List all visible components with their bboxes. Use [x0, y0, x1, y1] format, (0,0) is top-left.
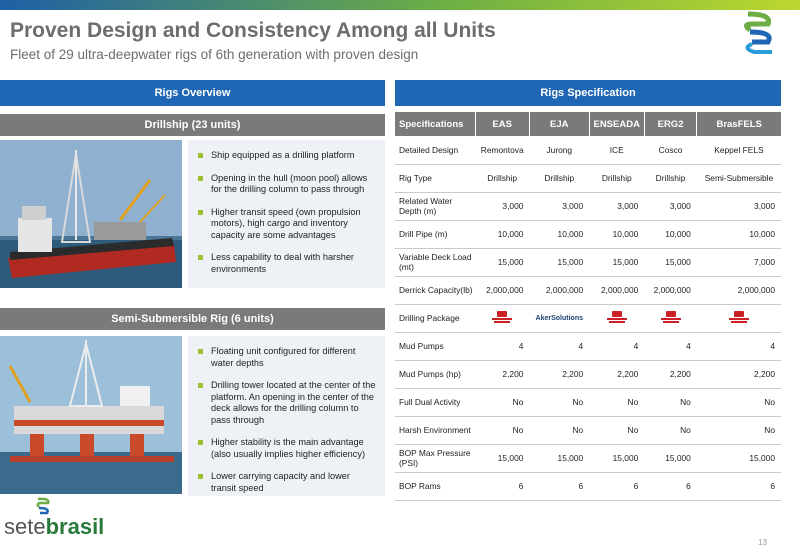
row-label: Rig Type	[395, 164, 475, 192]
row-label: Detailed Design	[395, 136, 475, 164]
table-cell: 2,200	[475, 360, 529, 388]
table-cell	[644, 304, 697, 332]
table-cell: 10,000	[589, 220, 644, 248]
table-cell: 4	[589, 332, 644, 360]
drillship-bullet: Ship equipped as a drilling platform	[198, 150, 377, 162]
table-cell: No	[475, 388, 529, 416]
table-cell: 2,200	[589, 360, 644, 388]
table-cell: Keppel FELS	[697, 136, 781, 164]
table-cell: 15,000	[475, 444, 529, 472]
table-cell: 10,000	[697, 220, 781, 248]
table-cell: 10,000	[475, 220, 529, 248]
table-header-row	[395, 112, 781, 136]
semisub-bullet: Drilling tower located at the center of the platform. An opening in the center of the deck allows for the drilling column to pass through	[198, 380, 377, 426]
table-cell: 6	[475, 472, 529, 500]
table-cell	[589, 304, 644, 332]
table-cell: 7,000	[697, 248, 781, 276]
table-cell: 15,000	[644, 248, 697, 276]
row-label: Full Dual Activity	[395, 388, 475, 416]
table-cell: 3,000	[529, 192, 589, 220]
row-label: BOP Max Pressure (PSI)	[395, 444, 475, 472]
table-cell: Semi-Submersible	[697, 164, 781, 192]
table-cell: 4	[475, 332, 529, 360]
nov-logo-icon	[605, 311, 629, 325]
table-row	[395, 360, 781, 388]
table-cell: No	[529, 388, 589, 416]
table-cell: 4	[697, 332, 781, 360]
table-cell: 6	[697, 472, 781, 500]
row-label: Drill Pipe (m)	[395, 220, 475, 248]
page-number: 13	[758, 538, 767, 547]
table-row	[395, 304, 781, 332]
drillship-bullet: Less capability to deal with harsher environments	[198, 252, 377, 275]
table-cell	[529, 304, 589, 332]
table-cell: 2,200	[529, 360, 589, 388]
table-cell: 2,200	[697, 360, 781, 388]
table-cell: Drillship	[589, 164, 644, 192]
row-label: BOP Rams	[395, 472, 475, 500]
table-cell: Drillship	[529, 164, 589, 192]
rigs-overview-header: Rigs Overview	[0, 80, 385, 106]
table-row	[395, 444, 781, 472]
row-label: Mud Pumps	[395, 332, 475, 360]
table-cell: 6	[529, 472, 589, 500]
column-header: BrasFELS	[697, 112, 781, 136]
row-label: Mud Pumps (hp)	[395, 360, 475, 388]
drillship-bullet: Higher transit speed (own propulsion motors), high cargo and inventory capacity are some advantages	[198, 207, 377, 242]
table-cell: 15,000	[644, 444, 697, 472]
semisub-bullet: Lower carrying capacity and lower transit speed	[198, 471, 377, 494]
brand-wordmark: setebrasil	[4, 514, 105, 539]
table-cell: 15,000	[589, 248, 644, 276]
table-row	[395, 276, 781, 304]
table-cell: No	[589, 416, 644, 444]
table-cell: 2,000,000	[644, 276, 697, 304]
row-label: Drilling Package	[395, 304, 475, 332]
table-cell: Remontova	[475, 136, 529, 164]
table-cell	[697, 304, 781, 332]
row-label: Variable Deck Load (mt)	[395, 248, 475, 276]
column-header: ERG2	[644, 112, 697, 136]
table-cell: 2,200	[644, 360, 697, 388]
nov-logo-icon	[727, 311, 751, 325]
table-cell: No	[589, 388, 644, 416]
setebrasil-logo-icon	[744, 10, 776, 56]
semisub-photo	[0, 336, 182, 494]
row-label: Harsh Environment	[395, 416, 475, 444]
table-cell: 6	[644, 472, 697, 500]
brand-mark-icon	[36, 496, 52, 516]
table-cell: No	[644, 388, 697, 416]
table-row	[395, 388, 781, 416]
drillship-bullets	[188, 140, 385, 288]
table-cell: 15,000	[475, 248, 529, 276]
page-title: Proven Design and Consistency Among all Units	[10, 19, 496, 42]
rigs-specification-header: Rigs Specification	[395, 80, 781, 106]
table-cell: 3,000	[697, 192, 781, 220]
table-cell: 2,000,000	[697, 276, 781, 304]
drillship-bullet: Opening in the hull (moon pool) allows for the drilling column to pass through	[198, 173, 377, 196]
table-cell: 15,000	[529, 444, 589, 472]
table-row	[395, 164, 781, 192]
table-cell: No	[697, 416, 781, 444]
table-cell: No	[697, 388, 781, 416]
table-cell: 15,000	[697, 444, 781, 472]
table-cell: 4	[644, 332, 697, 360]
table-row	[395, 220, 781, 248]
table-cell: 2,000,000	[475, 276, 529, 304]
table-cell: ICE	[589, 136, 644, 164]
row-label: Related Water Depth (m)	[395, 192, 475, 220]
semisub-bullet: Floating unit configured for different water depths	[198, 346, 377, 369]
table-cell: 3,000	[475, 192, 529, 220]
table-row	[395, 248, 781, 276]
table-cell: 15,000	[529, 248, 589, 276]
table-cell: 10,000	[529, 220, 589, 248]
table-row	[395, 416, 781, 444]
column-header: ENSEADA	[589, 112, 644, 136]
nov-logo-icon	[659, 311, 683, 325]
table-row	[395, 472, 781, 500]
table-cell	[475, 304, 529, 332]
table-cell: 10,000	[644, 220, 697, 248]
column-header: Specifications	[395, 112, 475, 136]
semisub-bullets	[188, 336, 385, 496]
semisub-header: Semi-Submersible Rig (6 units)	[0, 308, 385, 330]
rigs-specification-table	[395, 112, 781, 501]
table-cell: Cosco	[644, 136, 697, 164]
table-cell: 3,000	[589, 192, 644, 220]
nov-logo-icon	[490, 311, 514, 325]
table-cell: Drillship	[644, 164, 697, 192]
table-cell: Jurong	[529, 136, 589, 164]
table-cell: No	[529, 416, 589, 444]
table-cell: 4	[529, 332, 589, 360]
table-cell: 2,000,000	[589, 276, 644, 304]
table-row	[395, 332, 781, 360]
table-cell: No	[644, 416, 697, 444]
aker-solutions-logo: AkerSolutions	[535, 315, 583, 322]
top-gradient-bar	[0, 0, 800, 10]
table-cell: 15,000	[589, 444, 644, 472]
table-cell: Drillship	[475, 164, 529, 192]
table-cell: 3,000	[644, 192, 697, 220]
table-row	[395, 192, 781, 220]
drillship-header: Drillship (23 units)	[0, 114, 385, 136]
row-label: Derrick Capacity(lb)	[395, 276, 475, 304]
column-header: EAS	[475, 112, 529, 136]
drillship-photo	[0, 140, 182, 288]
column-header: EJA	[529, 112, 589, 136]
semisub-bullet: Higher stability is the main advantage (also usually implies higher efficiency)	[198, 437, 377, 460]
page-subtitle: Fleet of 29 ultra-deepwater rigs of 6th generation with proven design	[10, 47, 419, 62]
table-cell: 6	[589, 472, 644, 500]
table-cell: No	[475, 416, 529, 444]
table-row	[395, 136, 781, 164]
table-cell: 2,000,000	[529, 276, 589, 304]
